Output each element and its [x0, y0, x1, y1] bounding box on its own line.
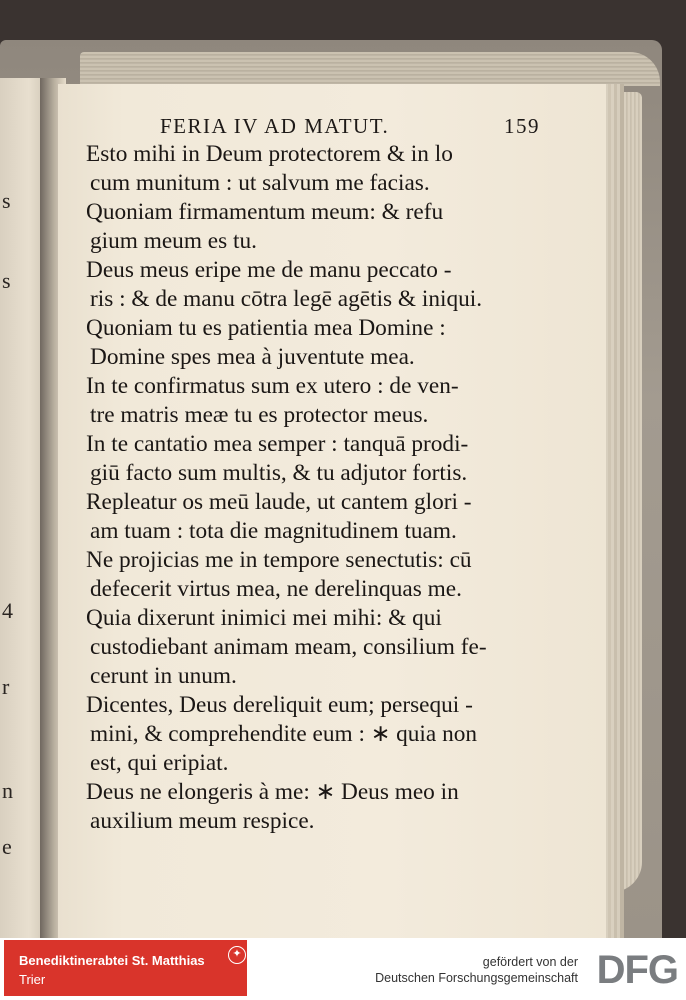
abbey-logo-icon: ✦ — [228, 946, 246, 964]
footer-banner — [0, 938, 686, 1000]
running-head-title: FERIA IV AD MATUT. — [160, 114, 390, 138]
funding-line-2: Deutschen Forschungsgemeinschaft — [375, 971, 578, 985]
text-line: Deus ne elongeris à me: ∗ Deus meo in — [86, 779, 459, 805]
text-line: cerunt in unum. — [90, 663, 237, 689]
text-line: Dicentes, Deus dereliquit eum; persequi - — [86, 692, 473, 718]
text-line: custodiebant animam meam, consilium fe- — [90, 634, 487, 660]
facing-page-fragment: n — [2, 778, 13, 803]
text-line: ris : & de manu cōtra legē agētis & iniqui. — [90, 286, 483, 312]
text-line: In te confirmatus sum ex utero : de ven- — [86, 373, 459, 399]
facing-page-fragment: s — [2, 268, 11, 293]
text-line: giū facto sum multis, & tu adjutor fortis. — [90, 460, 468, 486]
funding-line-1: gefördert von der — [482, 955, 578, 969]
funding-note — [375, 954, 578, 986]
dfg-logo[interactable]: DFG — [596, 948, 678, 992]
text-line: defecerit virtus mea, ne derelinquas me. — [90, 576, 462, 602]
page-edges-top — [80, 52, 660, 86]
text-line: Ne projicias me in tempore senectutis: cū — [86, 547, 472, 573]
facing-page-fragment: 4 — [2, 598, 13, 623]
facing-page-fragment: s — [2, 188, 11, 213]
text-line: am tuam : tota die magnitudinem tuam. — [90, 518, 457, 544]
text-line: Quoniam firmamentum meum: & refu — [86, 199, 444, 225]
page-number: 159 — [504, 114, 540, 138]
facing-page-fragment: r — [2, 674, 10, 699]
text-line: In te cantatio mea semper : tanquā prodi- — [86, 431, 469, 457]
text-line: auxilium meum respice. — [90, 808, 315, 834]
text-line: est, qui eripiat. — [90, 750, 229, 776]
text-line: mini, & comprehendite eum : ∗ quia non — [90, 721, 478, 747]
text-line: Quia dixerunt inimici mei mihi: & qui — [86, 605, 442, 631]
facing-page-fragment: e — [2, 834, 12, 859]
text-line: Domine spes mea à juventute mea. — [90, 344, 415, 370]
institution-city: Trier — [19, 972, 46, 987]
institution-badge[interactable] — [4, 940, 247, 996]
text-line: tre matris meæ tu es protector meus. — [90, 402, 429, 428]
psalm-text — [86, 140, 556, 836]
institution-name: Benediktinerabtei St. Matthias — [19, 953, 205, 968]
text-line: Repleatur os meū laude, ut cantem glori - — [86, 489, 472, 515]
text-line: Quoniam tu es patientia mea Domine : — [86, 315, 446, 341]
text-line: Deus meus eripe me de manu peccato - — [86, 257, 452, 283]
text-line: gium meum es tu. — [90, 228, 257, 254]
text-line: cum munitum : ut salvum me facias. — [90, 170, 430, 196]
text-line: Esto mihi in Deum protectorem & in lo — [86, 141, 453, 167]
